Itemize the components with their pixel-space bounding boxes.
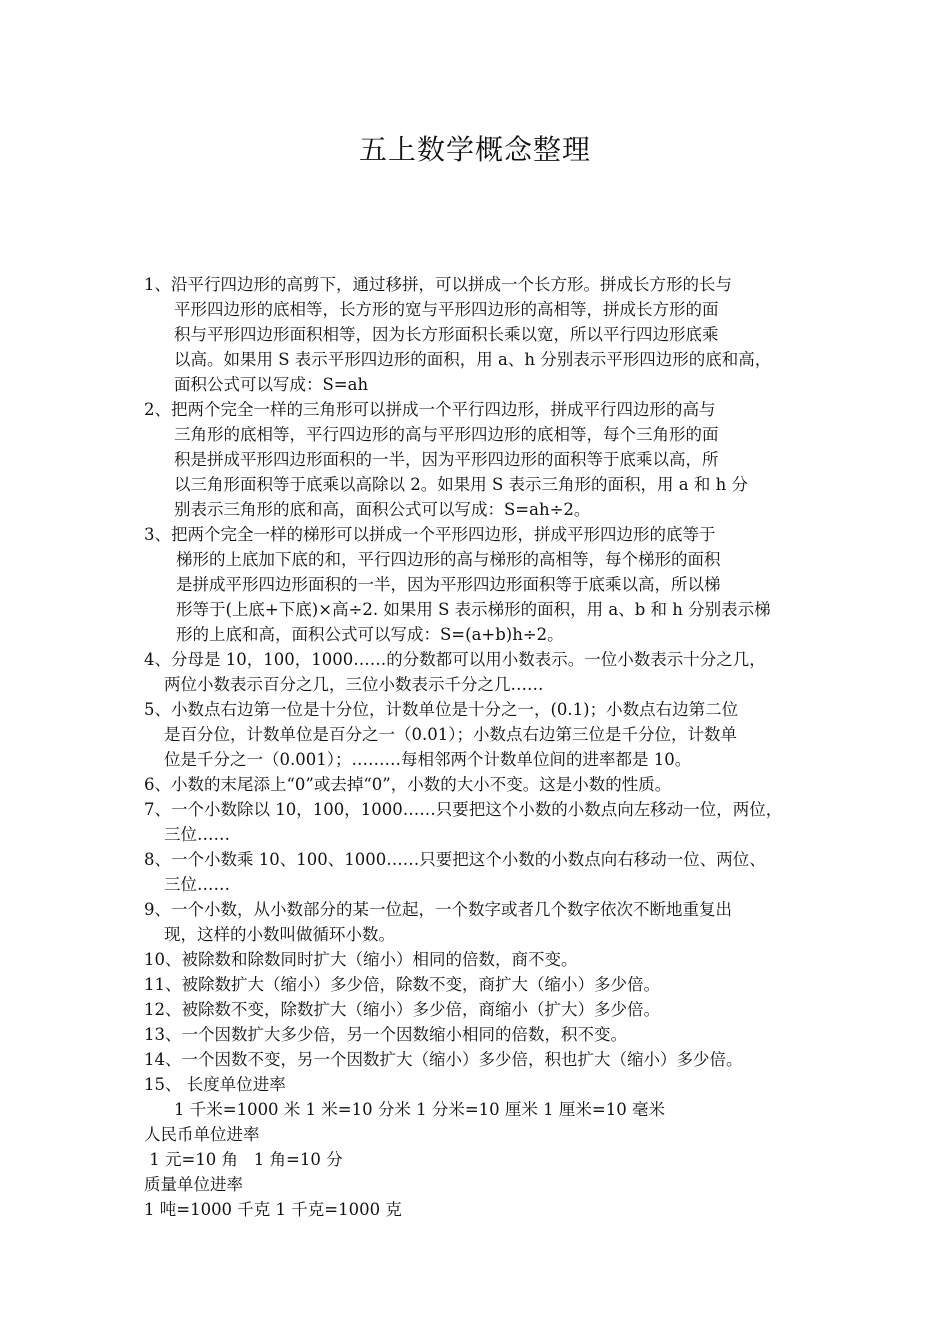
text-line: 质量单位进率 [144, 1175, 243, 1194]
text-line: 梯形的上底加下底的和，平行四边形的高与梯形的高相等，每个梯形的面积 [176, 550, 721, 569]
text-line: 人民币单位进率 [144, 1125, 260, 1144]
text-line: 以高。如果用 S 表示平形四边形的面积，用 a、h 分别表示平形四边形的底和高， [174, 350, 772, 369]
text-line: 现，这样的小数叫做循环小数。 [164, 925, 395, 944]
mass-units-heading [144, 1172, 820, 1197]
list-item [144, 1022, 820, 1047]
list-item [144, 847, 820, 897]
text-line: 两位小数表示百分之几，三位小数表示千分之几…… [164, 675, 544, 694]
text-line: 以三角形面积等于底乘以高除以 2。如果用 S 表示三角形的面积，用 a 和 h 分 [174, 475, 748, 494]
text-line: 平形四边形的底相等，长方形的宽与平形四边形的高相等，拼成长方形的面 [174, 300, 719, 319]
text-line: 是拼成平形四边形面积的一半，因为平形四边形面积等于底乘以高，所以梯 [176, 575, 721, 594]
list-item [144, 772, 820, 797]
concept-list [144, 272, 820, 1222]
text-line: 11、被除数扩大（缩小）多少倍，除数不变，商扩大（缩小）多少倍。 [144, 975, 660, 994]
text-line: 积是拼成平形四边形面积的一半，因为平形四边形的面积等于底乘以高，所 [174, 450, 719, 469]
text-line: 是百分位，计数单位是百分之一（0.01）；小数点右边第三位是千分位，计数单 [164, 725, 737, 744]
rmb-units [144, 1147, 820, 1172]
text-line: 1 吨=1000 千克 1 千克=1000 克 [144, 1200, 402, 1219]
list-item [144, 1072, 820, 1097]
list-item [144, 897, 820, 947]
text-line: 5、小数点右边第一位是十分位，计数单位是十分之一，(0.1)；小数点右边第二位 [144, 700, 739, 719]
text-line: 6、小数的末尾添上“0”或去掉“0”，小数的大小不变。这是小数的性质。 [144, 775, 672, 794]
text-line: 15、 长度单位进率 [144, 1075, 286, 1094]
text-line: 10、被除数和除数同时扩大（缩小）相同的倍数，商不变。 [144, 950, 578, 969]
list-item [144, 647, 820, 697]
text-line: 7、一个小数除以 10，100，1000……只要把这个小数的小数点向左移动一位，两位， [144, 800, 783, 819]
text-line: 13、一个因数扩大多少倍，另一个因数缩小相同的倍数，积不变。 [144, 1025, 627, 1044]
text-line: 9、一个小数，从小数部分的某一位起，一个数字或者几个数字依次不断地重复出 [144, 900, 732, 919]
list-item [144, 522, 820, 647]
text-line: 12、被除数不变，除数扩大（缩小）多少倍，商缩小（扩大）多少倍。 [144, 1000, 660, 1019]
text-line: 形等于(上底+下底)×高÷2. 如果用 S 表示梯形的面积，用 a、b 和 h 分别表示梯 [176, 600, 771, 619]
text-line: 积与平形四边形面积相等，因为长方形面积长乘以宽，所以平行四边形底乘 [174, 325, 719, 344]
list-item [144, 272, 820, 397]
text-line: 别表示三角形的底和高，面积公式可以写成：S=ah÷2。 [174, 500, 591, 519]
text-line: 三角形的底相等，平行四边形的高与平形四边形的底相等，每个三角形的面 [174, 425, 719, 444]
text-line: 形的上底和高，面积公式可以写成：S=(a+b)h÷2。 [176, 625, 564, 644]
list-item [144, 997, 820, 1022]
list-item [144, 797, 820, 847]
text-line: 面积公式可以写成：S=ah [174, 375, 369, 394]
text-line: 三位…… [164, 875, 230, 894]
rmb-units-heading [144, 1122, 820, 1147]
text-line: 1、沿平行四边形的高剪下，通过移拼，可以拼成一个长方形。拼成长方形的长与 [144, 275, 732, 294]
list-item [144, 972, 820, 997]
list-item [144, 397, 820, 522]
text-line: 2、把两个完全一样的三角形可以拼成一个平行四边形，拼成平行四边形的高与 [144, 400, 716, 419]
text-line: 1 千米=1000 米 1 米=10 分米 1 分米=10 厘米 1 厘米=10 毫米 [174, 1100, 665, 1119]
text-line: 4、分母是 10，100，1000……的分数都可以用小数表示。一位小数表示十分之几， [144, 650, 766, 669]
page-title: 五上数学概念整理 [358, 133, 591, 166]
length-units [144, 1097, 820, 1122]
text-line: 三位…… [164, 825, 230, 844]
text-line: 位是千分之一（0.001）；………每相邻两个计数单位间的进率都是 10。 [164, 750, 692, 769]
text-line: 14、一个因数不变，另一个因数扩大（缩小）多少倍，积也扩大（缩小）多少倍。 [144, 1050, 743, 1069]
text-line: 1 元=10 角 1 角=10 分 [144, 1150, 343, 1169]
list-item [144, 947, 820, 972]
text-line: 3、把两个完全一样的梯形可以拼成一个平形四边形，拼成平形四边形的底等于 [144, 525, 716, 544]
text-line: 8、一个小数乘 10、100、1000……只要把这个小数的小数点向右移动一位、两位、 [144, 850, 766, 869]
list-item [144, 697, 820, 772]
list-item [144, 1047, 820, 1072]
mass-units [144, 1197, 820, 1222]
